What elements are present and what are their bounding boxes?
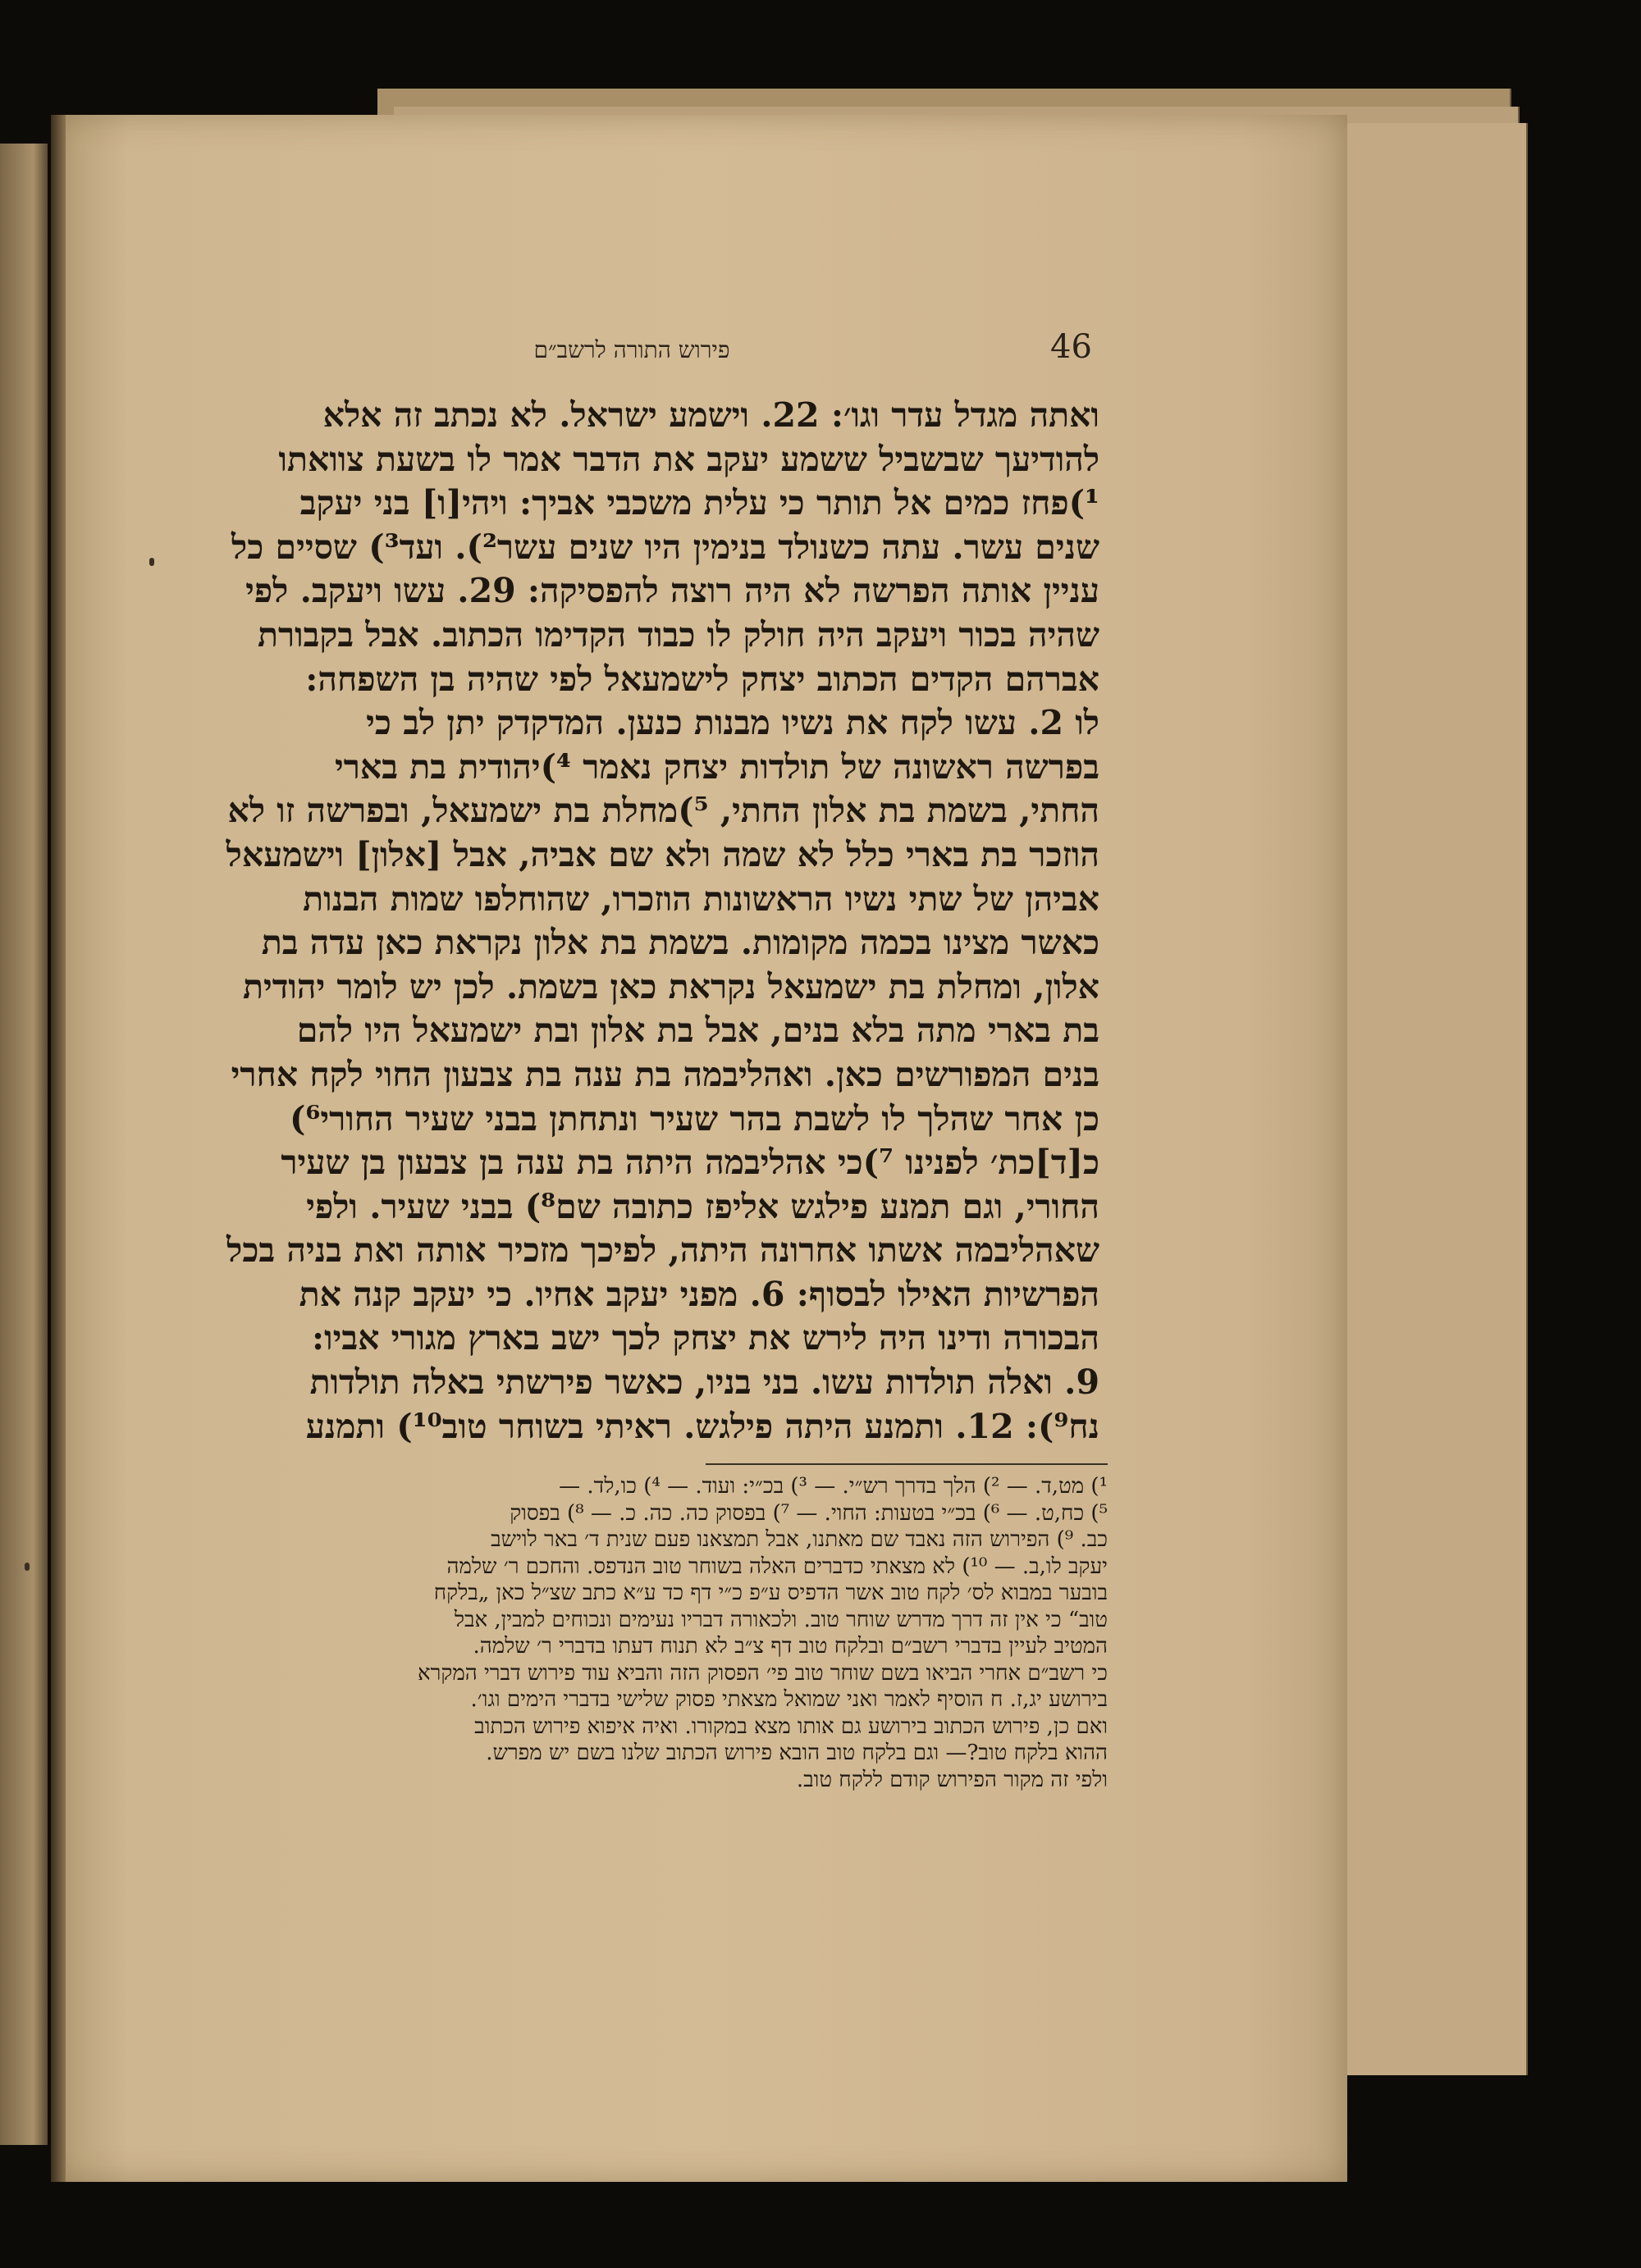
footnote-line: ההוא בלקח טוב?— וגם בלקח טוב הובא פירוש הכתוב שלנו בשם יש מפרש. <box>486 1741 1108 1765</box>
text-line: שהיה בכור ויעקב היה חולק לו כבוד הקדימו הכתוב. אבל בקבורת <box>257 614 1099 655</box>
footnote-line: טוב“ כי אין זה דרך מדרש שוחר טוב. ולכאורה דבריו נעימים ונכוחים למבין, אבל <box>454 1607 1108 1632</box>
text-line: שנים עשר. עתה כשנולד בנימין היו שנים עשר²). ועד³) שסיים כל <box>231 527 1099 567</box>
footnote-line: בובער במבוא לס׳ לקח טוב אשר הדפיס ע״פ כ״י דף כד ע״א כתב שצ״ל כאן „בלקח <box>433 1581 1108 1605</box>
text-line: 9. ואלה תולדות עשו. בני בניו, כאשר פירשתי באלה תולדות <box>309 1362 1099 1403</box>
text-line: כן אחר שהלך לו לשבת בהר שעיר ונתחתן בבני שעיר החורי⁶) <box>289 1098 1099 1139</box>
text-line: אברהם הקדים הכתוב יצחק לישמעאל לפי שהיה בן השפחה: <box>305 659 1099 699</box>
text-line: ¹)פחז כמים אל תותר כי עלית משכבי אביך: ויהי[ו] בני יעקב <box>299 483 1099 523</box>
text-line: בנים המפורשים כאן. ואהליבמה בת ענה בת צבעון החוי לקח אחרי <box>231 1054 1099 1094</box>
text-line: החתי, בשמת בת אלון החתי, ⁵)מחלת בת ישמעאל, ובפרשה זו לא <box>227 791 1099 831</box>
page-number: 46 <box>1050 328 1092 366</box>
text-line: אביהן של שתי נשיו הראשונות הוזכרו, שהוחלפו שמות הבנות <box>303 878 1099 919</box>
text-line: הבכורה ודינו היה לירש את יצחק לכך ישב בארץ מגורי אביו: <box>311 1318 1099 1358</box>
footnote-line: ואם כן, פירוש הכתוב בירושע גם אותו מצא במקורו. ואיה איפוא פירוש הכתוב <box>474 1714 1108 1739</box>
footnote-line: המטיב לעיין בדברי רשב״ם ובלקח טוב דף צ״ב לא תנוח דעתו בדברי ר׳ שלמה. <box>473 1634 1108 1659</box>
running-title: פירוש התורה לרשב״ם <box>533 336 730 363</box>
footnote-line: בירושע יג,ז. ח הוסיף לאמר ואני שמואל מצאתי פסוק שלישי בדברי הימים וגו׳. <box>470 1687 1108 1712</box>
text-line: כ[ד]כת׳ לפנינו ⁷)כי אהליבמה היתה בת ענה בן צבעון בן שעיר <box>281 1143 1099 1183</box>
footnote-line: כב. ⁹) הפירוש הזה נאבד שם מאתנו, אבל תמצאנו פעם שנית ד׳ באר לוישב <box>491 1527 1108 1552</box>
footnote-line: ¹) מט,ד. — ²) הלך בדרך רש״י. — ³) בכ״י: ועוד. — ⁴) כו,לד. — <box>559 1474 1108 1499</box>
text-line: הוזכר בת בארי כלל לא שמה ולא שם אביה, אבל [אלון] וישמעאל <box>226 834 1099 874</box>
text-line: החורי, וגם תמנע פילגש אליפז כתובה שם⁸) בבני שעיר. ולפי <box>306 1186 1099 1226</box>
text-line: עניין אותה הפרשה לא היה רוצה להפסיקה: 29. עשו ויעקב. לפי <box>245 571 1099 611</box>
text-line: הפרשיות האילו לבסוף: 6. מפני יעקב אחיו. כי יעקב קנה את <box>299 1274 1099 1314</box>
text-line: לו 2. עשו לקח את נשיו מבנות כנען. המדקדק יתן לב כי <box>366 703 1099 743</box>
left-page-sliver <box>0 144 48 2145</box>
footnote-line: כי רשב״ם אחרי הביאו בשם שוחר טוב פי׳ הפסוק הזה והביא עוד פירוש דברי המקרא <box>418 1660 1108 1686</box>
text-line: אלון, ומחלת בת ישמעאל נקראת כאן בשמת. לכן יש לומר יהודית <box>242 966 1099 1006</box>
footnotes <box>189 1473 1108 1793</box>
page-gutter <box>51 115 66 2182</box>
text-line: שאהליבמה אשתו אחרונה היתה, לפיכך מזכיר אותה ואת בניה בכל <box>226 1230 1099 1271</box>
text-line: כאשר מצינו בכמה מקומות. בשמת בת אלון נקראת כאן עדה בת <box>261 923 1099 963</box>
main-text <box>172 394 1099 1449</box>
paper-speck <box>149 558 154 566</box>
footnote-line: ⁵) כח,ט. — ⁶) בכ״י בטעות: החוי. — ⁷) בפסוק כה. כה. כ. — ⁸) בפסוק <box>510 1500 1108 1526</box>
text-line: בפרשה ראשונה של תולדות יצחק נאמר ⁴)יהודית בת בארי <box>335 746 1099 787</box>
text-line: להודיעך שבשביל ששמע יעקב את הדבר אמר לו בשעת צוואתו <box>278 439 1099 479</box>
footnote-line: ולפי זה מקור הפירוש קודם ללקח טוב. <box>796 1767 1108 1792</box>
text-line: בת בארי מתה בלא בנים, אבל בת אלון ובת ישמעאל היו להם <box>296 1011 1099 1051</box>
footnote-line: יעקב לו,ב. — ¹⁰) לא מצאתי כדברים האלה בשוחר טוב הנדפס. והחכם ר׳ שלמה <box>446 1554 1108 1579</box>
footnote-divider <box>706 1463 1108 1465</box>
text-line: ואתה מגדל עדר וגו׳: 22. וישמע ישראל. לא נכתב זה אלא <box>322 395 1099 435</box>
paper-speck <box>25 1563 30 1571</box>
text-line: נח⁹): 12. ותמנע היתה פילגש. ראיתי בשוחר טוב¹⁰) ותמנע <box>305 1406 1099 1446</box>
